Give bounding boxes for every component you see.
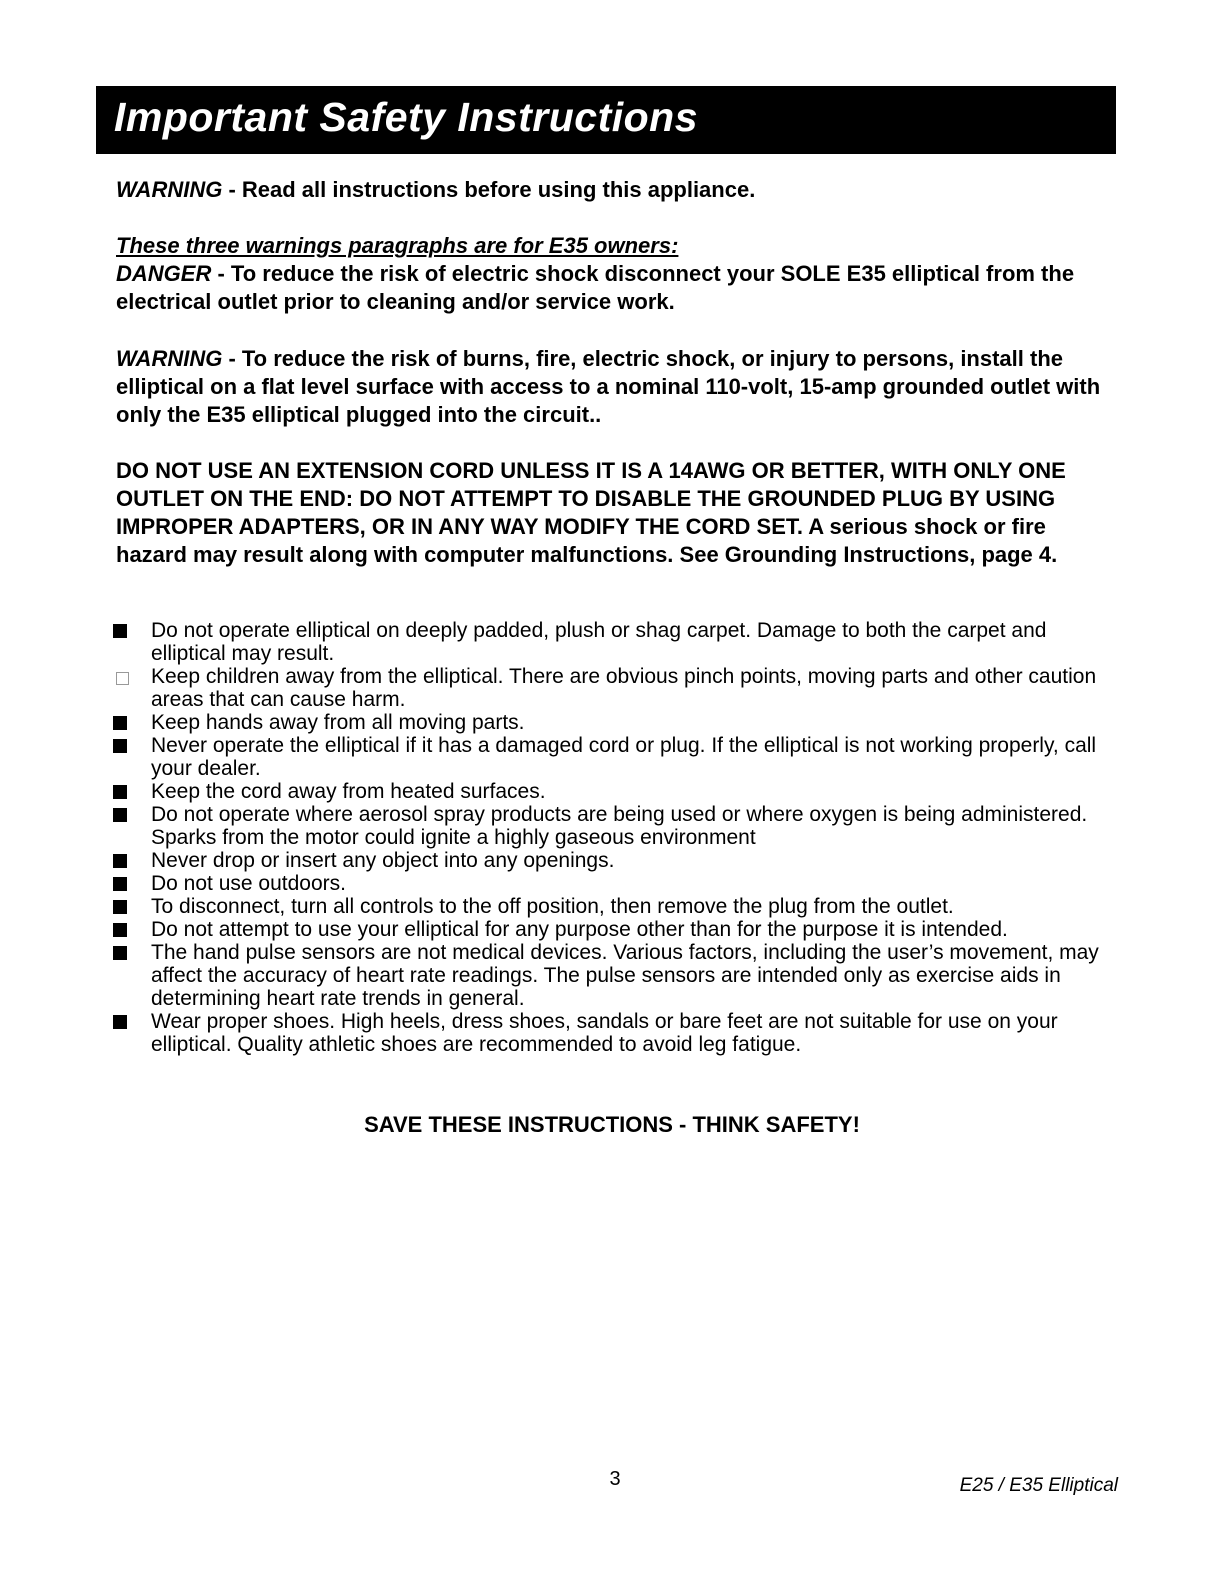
square-bullet-icon [113, 900, 127, 914]
square-bullet-icon [113, 1015, 127, 1029]
danger-label: DANGER [116, 261, 212, 286]
warning-label: WARNING [116, 346, 223, 371]
list-item: To disconnect, turn all controls to the off position, then remove the plug from the outlet. [110, 895, 1110, 918]
hollow-square-bullet-icon [116, 672, 129, 685]
warning-burns-text: - To reduce the risk of burns, fire, electric shock, or injury to persons, install the elliptical on a flat level surface with access to a nominal 110-volt, 15-amp grounded outlet with only the E35 elliptical plugged into the circuit.. [116, 346, 1101, 427]
warning-label: WARNING [116, 177, 223, 202]
list-item: Do not use outdoors. [110, 872, 1110, 895]
square-bullet-icon [113, 854, 127, 868]
danger-text: - To reduce the risk of electric shock disconnect your SOLE E35 elliptical from the electrical outlet prior to cleaning and/or service work. [116, 261, 1075, 314]
warning-read-text: - Read all instructions before using this appliance. [222, 177, 756, 202]
square-bullet-icon [113, 716, 127, 730]
square-bullet-icon [113, 624, 127, 638]
list-item: Do not operate elliptical on deeply padded, plush or shag carpet. Damage to both the carpet and elliptical may result. [110, 619, 1110, 665]
list-item: Do not operate where aerosol spray products are being used or where oxygen is being administered. Sparks from the motor could ignite a highly gaseous environment [110, 803, 1110, 849]
e35-note-heading: These three warnings paragraphs are for E35 owners: [116, 233, 679, 258]
square-bullet-icon [113, 739, 127, 753]
footer-model-name: E25 / E35 Elliptical [959, 1475, 1118, 1496]
list-item: Do not attempt to use your elliptical for any purpose other than for the purpose it is intended. [110, 918, 1110, 941]
list-item: The hand pulse sensors are not medical devices. Various factors, including the user’s movement, may affect the accuracy of heart rate readings. The pulse sensors are intended only as exercise aids in determining heart rate trends in general. [110, 941, 1110, 1010]
warning-burns-paragraph [116, 345, 1116, 429]
warning-read-paragraph [116, 176, 1116, 204]
square-bullet-icon [113, 808, 127, 822]
page-title: Important Safety Instructions [114, 94, 699, 140]
header-bar [96, 86, 1116, 154]
square-bullet-icon [113, 877, 127, 891]
page-number: 3 [609, 1468, 621, 1490]
list-item: Keep the cord away from heated surfaces. [110, 780, 1110, 803]
list-item: Keep hands away from all moving parts. [110, 711, 1110, 734]
list-item: Never operate the elliptical if it has a damaged cord or plug. If the elliptical is not working properly, call your dealer. [110, 734, 1110, 780]
list-item: Wear proper shoes. High heels, dress shoes, sandals or bare feet are not suitable for use on your elliptical. Quality athletic shoes are recommended to avoid leg fatigue. [110, 1010, 1110, 1056]
square-bullet-icon [113, 785, 127, 799]
extension-cord-paragraph: DO NOT USE AN EXTENSION CORD UNLESS IT IS A 14AWG OR BETTER, WITH ONLY ONE OUTLET ON THE END: DO NOT ATTEMPT TO DISABLE THE GROUNDED PLUG BY USING IMPROPER ADAPTERS, OR IN ANY WAY MODIFY THE CORD SET. A serious shock or fire hazard may result along with computer malfunctions. See Grounding Instructions, page 4. [116, 458, 1066, 567]
closing-statement: SAVE THESE INSTRUCTIONS - THINK SAFETY! [364, 1112, 860, 1137]
list-item: Never drop or insert any object into any openings. [110, 849, 1110, 872]
safety-bullet-list [110, 619, 1110, 1056]
square-bullet-icon [113, 923, 127, 937]
square-bullet-icon [113, 946, 127, 960]
list-item: Keep children away from the elliptical. There are obvious pinch points, moving parts and other caution areas that can cause harm. [110, 665, 1110, 711]
danger-paragraph [116, 260, 1116, 316]
